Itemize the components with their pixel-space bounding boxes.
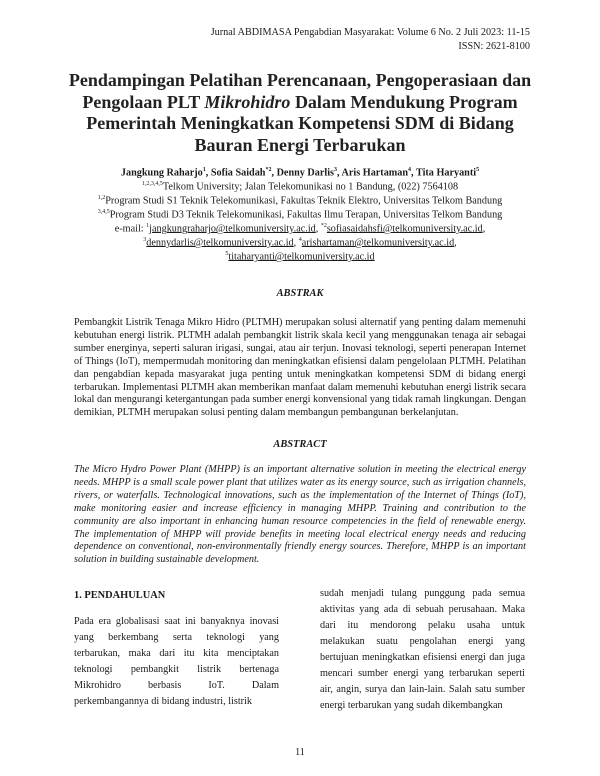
email-label: e-mail: bbox=[114, 223, 147, 235]
email-sup: 4 bbox=[298, 236, 302, 243]
author-name: Jangkung Raharjo bbox=[120, 167, 203, 179]
email-sup: 5 bbox=[225, 250, 229, 257]
aff-sup: 1,2 bbox=[97, 194, 106, 201]
body-column-right: sudah menjadi tulang punggung pada semua aktivitas yang ada di sebuah perusahaan. Maka dari itu mendorong pelaku usaha untuk melakukan suatu pengolahan energi yang bertujuan meningkatkan efisiensi energi dan juga mencari sumber energi yang terbarukan seperti air, angin, surya dan lain-lain. Salah satu sumber energi terbarukan yang sudah dikembangkan bbox=[320, 588, 525, 711]
affiliation-3 bbox=[60, 207, 540, 221]
email-line-1: e-mail: $^1$jangkungraharjo@telkomuniversity.ac.id, $^{*2}$sofiasaidahsfi@telkomuniversity.ac.id, bbox=[114, 222, 486, 235]
paper-title bbox=[60, 70, 540, 156]
abstrak-text: Pembangkit Listrik Tenaga Mikro Hidro (PLTMH) merupakan solusi alternatif yang penting dalam memenuhi kebutuhan energi listrik. PLTMH adalah pembangkit listrik skala kecil yang menggunakan tenaga air sebagai sumber energinya, seperti saluran irigasi, sungai, atau air terjun. Inovasi teknologi, seperti penerapan Internet of Things (IoT), mempermudah monitoring dan meningkatkan efisiensi dalam pengelolaan PLTMH. Pelatihan dan pengabdian kepada masyarakat juga penting untuk meningkatkan kompetensi SDM di bidang energi terbarukan. Implementasi PLTMH akan memberikan manfaat dalam memenuhi kebutuhan energi listrik secara lokal dan mengurangi ketergantungan pada sumber energi konvensional yang tidak ramah lingkungan. Dengan demikian, PLTMH merupakan solusi penting dalam membangun pembangunan berkelanjutan. bbox=[74, 317, 526, 419]
aff-text: Program Studi S1 Teknik Telekomunikasi, Fakultas Teknik Elektro, Universitas Telkom Bandung bbox=[105, 195, 503, 207]
email-line-2: $^3$dennydarlis@telkomuniversity.ac.id, $^4$arishartaman@telkomuniversity.ac.id, bbox=[143, 236, 457, 249]
email-sup: 1 bbox=[146, 222, 150, 229]
abstrak-heading: ABSTRAK bbox=[276, 288, 324, 299]
aff-sup: 3,4,5 bbox=[97, 208, 110, 215]
email-sup: *2 bbox=[320, 222, 327, 229]
email-link-4[interactable]: arishartaman@telkomuniversity.ac.id bbox=[301, 237, 455, 249]
journal-info: Jurnal ABDIMASA Pengabdian Masyarakat: Volume 6 No. 2 Juli 2023: 11-15 bbox=[210, 27, 530, 38]
title-italic: Mikrohidro bbox=[204, 91, 291, 112]
email-line-3 bbox=[60, 249, 540, 263]
page-number: 11 bbox=[295, 747, 305, 758]
author-name: Sofia Saidah bbox=[210, 167, 266, 179]
author-sup: *2 bbox=[265, 167, 272, 173]
aff-text: Telkom University; Jalan Telekomunikasi no 1 Bandung, (022) 7564108 bbox=[162, 181, 459, 193]
aff-sup: 1,2,3,4,5 bbox=[141, 180, 163, 187]
title-part-2: Dalam Mendukung Program Pemerintah Meningkatkan Kompetensi SDM di Bidang Bauran Energi Terbarukan bbox=[86, 91, 518, 155]
author-names: Jangkung Raharjo$^1$, Sofia Saidah$^{*2}$, Denny Darlis$^3$, Aris Hartaman$^4$, Tita Haryanti$^5$ bbox=[120, 167, 480, 179]
author-sup: 3 bbox=[334, 167, 338, 173]
email-link-5[interactable]: titaharyanti@telkomuniversity.ac.id bbox=[228, 251, 375, 263]
email-link-1[interactable]: jangkungraharjo@telkomuniversity.ac.id bbox=[149, 223, 316, 235]
author-block bbox=[60, 165, 540, 263]
email-sup: 3 bbox=[143, 236, 147, 243]
author-name: Denny Darlis bbox=[276, 167, 335, 179]
issn: ISSN: 2621-8100 bbox=[458, 41, 530, 52]
author-name: Tita Haryanti bbox=[415, 167, 477, 179]
email-link-2[interactable]: sofiasaidahsfi@telkomuniversity.ac.id bbox=[326, 223, 483, 235]
author-sup: 1 bbox=[202, 167, 206, 173]
journal-header bbox=[211, 26, 530, 54]
email-link-3[interactable]: dennydarlis@telkomuniversity.ac.id bbox=[146, 237, 294, 249]
affiliation-2 bbox=[60, 193, 540, 207]
section-heading: 1. PENDAHULUAN bbox=[74, 590, 166, 601]
author-sup: 5 bbox=[476, 167, 480, 173]
body-column-left: Pada era globalisasi saat ini banyaknya inovasi yang berkembang serta teknologi yang terbarukan, maka dari itu kita menciptakan teknologi pembangkit listrik bertenaga Mikrohidro berbasis IoT. Dalam perkembangannya di bidang industri, listrik bbox=[74, 616, 279, 707]
title-part-1: Pendampingan Pelatihan Perencanaan, Pengoperasiaan dan Pengolaan PLT bbox=[68, 70, 532, 112]
author-sup: 4 bbox=[408, 167, 412, 173]
aff-text: Program Studi D3 Teknik Telekomunikasi, Fakultas Ilmu Terapan, Universitas Telkom Bandung bbox=[109, 209, 503, 221]
author-name: Aris Hartaman bbox=[341, 167, 409, 179]
abstract-text: The Micro Hydro Power Plant (MHPP) is an important alternative solution in meeting the electrical energy needs. MHPP is a small scale power plant that utilizes water as its energy source, such as irrigation channels, rivers, or waterfalls. Technological innovations, such as the implementation of the Internet of Things (IoT), make monitoring easier and increase efficiency in managing MHPP. Training and contribution to the community are also important in enhancing human resource competencies in the field of renewable energy. The implementation of MHPP will provide benefits in meeting local electrical energy needs and reducing dependence on conventional, non-environmentally friendly energy sources. Therefore, MHPP is an important solution in building sustainable development. bbox=[74, 464, 526, 566]
abstract-heading: ABSTRACT bbox=[273, 439, 327, 450]
affiliation-1 bbox=[60, 179, 540, 193]
